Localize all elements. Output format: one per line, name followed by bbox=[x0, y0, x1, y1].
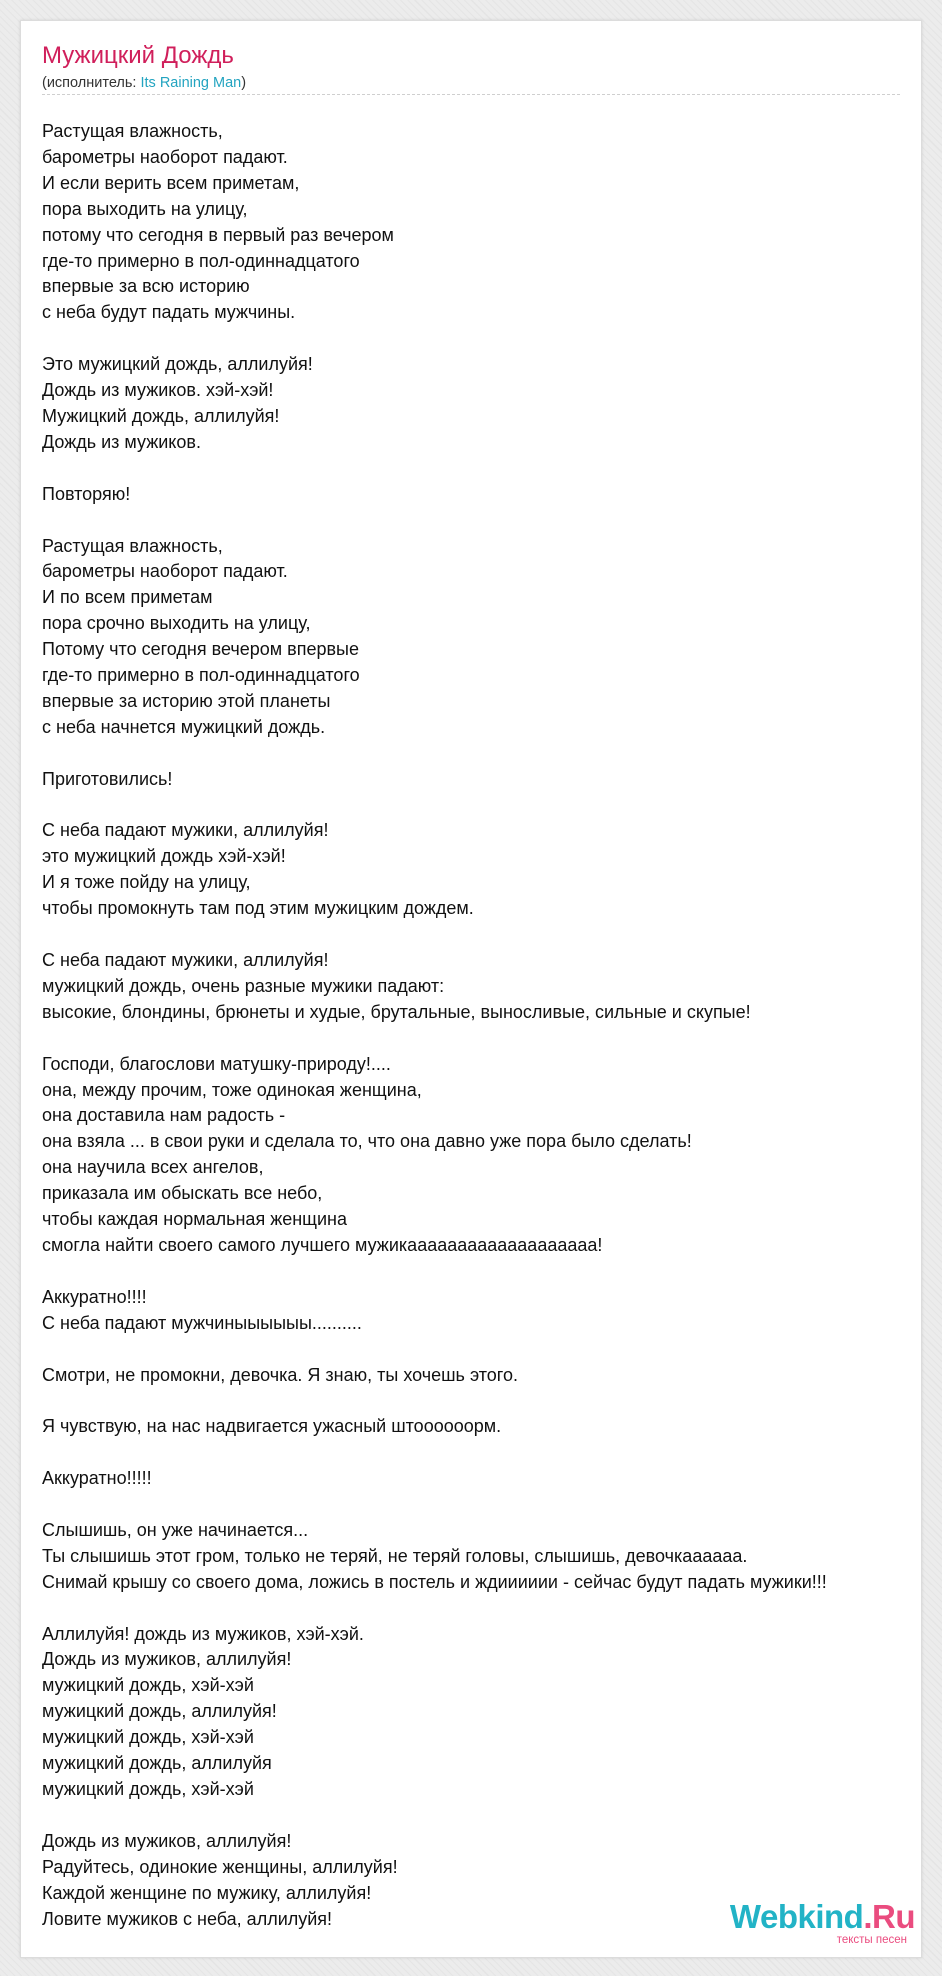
song-title: Мужицкий Дождь bbox=[42, 42, 234, 69]
site-logo-main: Webkind bbox=[729, 1898, 864, 1935]
header-divider bbox=[42, 94, 900, 95]
site-logo-suffix: .Ru bbox=[863, 1898, 915, 1935]
lyrics-text: Растущая влажность, барометры наоборот падают. И если верить всем приметам, пора выходить на улицу, потому что сегодня в первый раз вечером где-то примерно в пол-одиннадцатого впервые за всю историю с неба будут падать мужчины. Это мужицкий дождь, аллилуйя! Дождь из мужиков. хэй-хэй! Мужицкий дождь, аллилуйя! Дождь из мужиков. Повторяю! Растущая влажность, барометры наоборот падают. И по всем приметам пора срочно выходить на улицу, Потому что сегодня вечером впервые где-то примерно в пол-одиннадцатого впервые за историю этой планеты с неба начнется мужицкий дождь. Приготовились! С неба падают мужики, аллилуйя! это мужицкий дождь хэй-хэй! И я тоже пойду на улицу, чтобы промокнуть там под этим мужицким дождем. С неба падают мужики, аллилуйя! мужицкий дождь, очень разные мужики падают: высокие, блондины, брюнеты и худые, брутальные, выносливые, сильные и скупые! Господи, благослови матушку-природу!.... она, между прочим, тоже одинокая женщина, она доставила нам радость - она взяла ... в свои руки и сделала то, что она давно уже пора было сделать! она научила всех ангелов, приказала им обыскать все небо, чтобы каждая нормальная женщина смогла найти своего самого лучшего мужикааааааааааааааааааа! Аккуратно!!!! С неба падают мужчиныыыыыы.......... Смотри, не промокни, девочка. Я знаю, ты хочешь этого. Я чувствую, на нас надвигается ужасный штоооооорм. Аккуратно!!!!! Слышишь, он уже начинается... Ты слышишь этот гром, только не теряй, не теряй головы, слышишь, девочкааааaа. Снимай крышу со своего дома, ложись в постель и ждииииии - сейчас будут падать мужики!!! Аллилуйя! дождь из мужиков, хэй-хэй. Дождь из мужиков, аллилуйя! мужицкий дождь, хэй-хэй мужицкий дождь, аллилуйя! мужицкий дождь, хэй-хэй мужицкий дождь, аллилуйя мужицкий дождь, хэй-хэй Дождь из мужиков, аллилуйя! Радуйтесь, одинокие женщины, аллилуйя! Каждой женщине по мужику, аллилуйя! Ловите мужиков с неба, аллилуйя! bbox=[42, 121, 827, 1929]
artist-prefix: (исполнитель: bbox=[42, 75, 141, 91]
artist-suffix: ) bbox=[241, 75, 247, 91]
site-logo-name bbox=[730, 1897, 915, 1937]
artist-link[interactable]: Its Raining Man bbox=[140, 75, 242, 91]
site-logo[interactable] bbox=[715, 1897, 915, 1949]
lyrics-card bbox=[20, 20, 922, 1958]
artist-line bbox=[42, 73, 246, 93]
site-logo-tagline: тексты песен bbox=[836, 1934, 907, 1946]
